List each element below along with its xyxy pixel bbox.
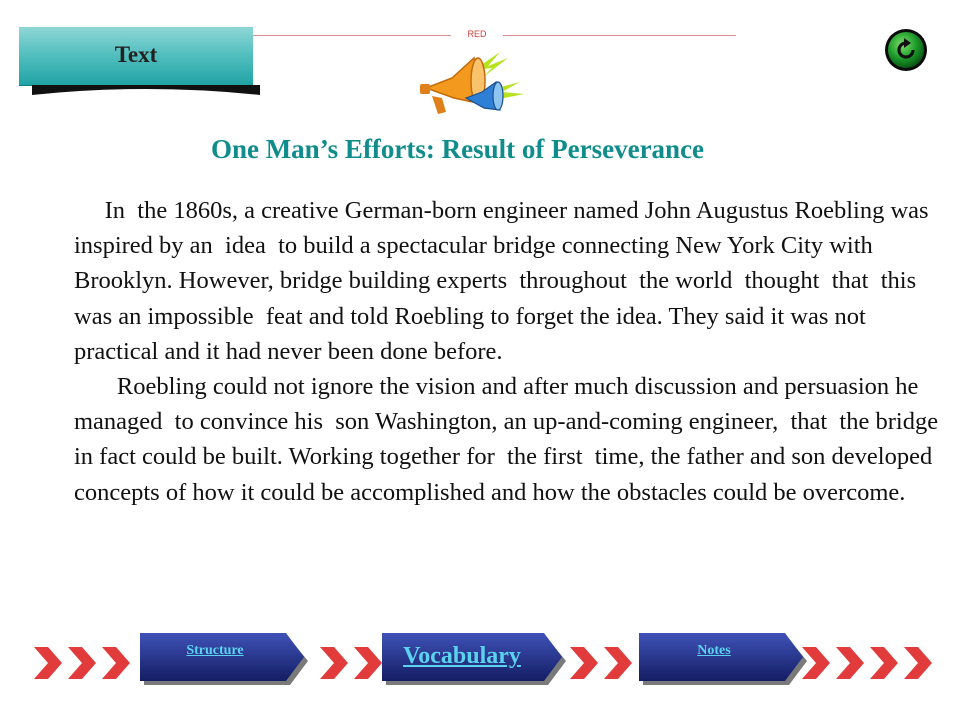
red-label: RED [467, 29, 487, 39]
structure-button[interactable] [140, 633, 308, 685]
section-tab [19, 27, 253, 87]
notes-button[interactable] [639, 633, 807, 685]
section-tab-label: Text [114, 42, 158, 67]
paragraph-2: Roebling could not ignore the vision and after much discussion and persuasion he managed to convince his son Washington, an up-and-coming engineer, that the bridge in fact could be built. Working together for the first time, the father and son developed concepts of how it could be accomplished and how the obstacles could be overcome. [74, 373, 951, 506]
body-text [74, 193, 951, 510]
chevron-group-right [800, 645, 936, 681]
megaphone-icon [416, 48, 528, 124]
vocabulary-link[interactable]: Vocabulary [403, 643, 521, 669]
top-rule-left [253, 35, 451, 36]
structure-link[interactable]: Structure [186, 643, 244, 658]
chevron-group-left [32, 645, 136, 681]
page-title: One Man’s Efforts: Result of Perseverance [210, 134, 705, 164]
tab-shadow-curl [32, 85, 260, 97]
chevron-group-mid-right [566, 645, 638, 681]
refresh-arrow-icon [884, 28, 928, 72]
notes-link[interactable]: Notes [697, 643, 731, 658]
structure-button-shape [140, 633, 308, 685]
back-button[interactable] [884, 28, 928, 72]
paragraph-1: In the 1860s, a creative German-born engineer named John Augustus Roebling was inspired by an idea to build a spectacular bridge connecting New York City with Brooklyn. However, bridge building experts throughout the world thought that this was an impossible feat and told Roebling to forget the idea. They said it was not practical and it had never been done before. [74, 197, 935, 365]
vocabulary-button[interactable] [382, 633, 566, 685]
chevron-group-mid-left [312, 645, 384, 681]
notes-button-shape [639, 633, 807, 685]
top-rule-right [503, 35, 736, 36]
